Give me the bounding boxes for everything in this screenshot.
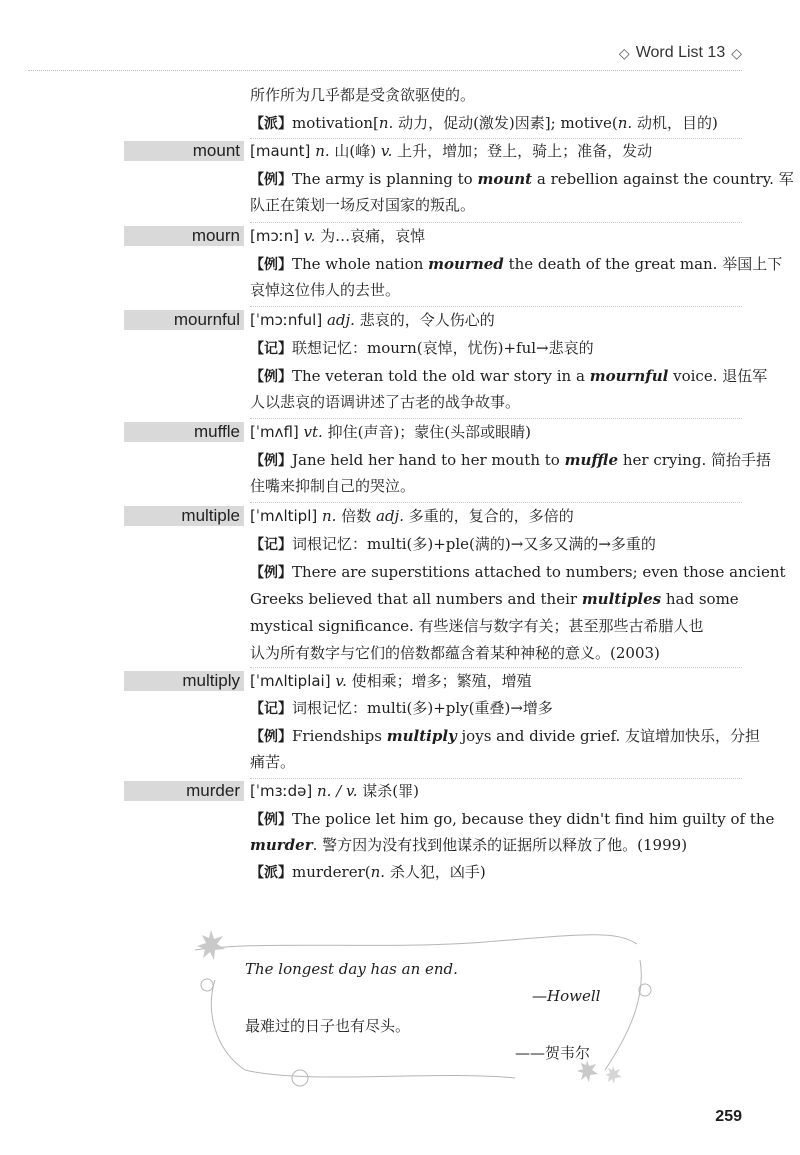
maple-leaf-icon [197,930,225,960]
quote-chinese: 最难过的日子也有尽头。 [245,1017,411,1035]
definition-mount: [maunt] n. 山(峰) v. 上升，增加；登上，骑上；准备，发动 [250,142,653,160]
maple-leaf-icon [577,1060,598,1082]
carryover-derivation: 【派】motivation[n. 动力，促动(激发)因素]; motive(n. 动机，目的) [250,114,718,132]
quote-english: The longest day has an end. [245,960,458,978]
example-multiple-cont: Greeks believed that all numbers and their multiples had some [250,590,739,608]
quote-chinese-author: ——贺韦尔 [515,1044,591,1062]
memory-multiply: 【记】词根记忆：multi(多)+ply(重叠)→增多 [250,699,553,717]
entry-divider [250,778,742,779]
entry-divider [250,418,742,419]
example-mournful: 【例】The veteran told the old war story in a mournful voice. 退伍军 [250,367,768,385]
page-header [619,44,742,62]
example-mourn-cont: 哀悼这位伟人的去世。 [250,281,401,299]
diamond-icon: ◇ [618,44,630,61]
example-mount: 【例】The army is planning to mount a rebellion against the country. 军 [250,170,794,188]
example-mount-cont: 队正在策划一场反对国家的叛乱。 [250,196,476,214]
entry-divider [250,306,742,307]
word-list-title: Word List 13 [635,44,726,61]
entry-divider [250,222,742,223]
quote-box [185,920,645,1090]
headword-mount: mount [124,141,244,161]
example-mourn: 【例】The whole nation mourned the death of the great man. 举国上下 [250,255,783,273]
memory-multiple: 【记】词根记忆：multi(多)+ple(满的)→又多又满的→多重的 [250,535,656,553]
entry-divider [250,502,742,503]
headword-murder: murder [124,781,244,801]
example-multiple: 【例】There are superstitions attached to numbers; even those ancient [250,563,786,581]
maple-leaf-icon [605,1066,622,1084]
example-murder: 【例】The police let him go, because they didn't find him guilty of the [250,810,775,828]
headword-multiple: multiple [124,506,244,526]
quote-english-author: —Howell [532,987,601,1005]
example-muffle-cont: 住嘴来抑制自己的哭泣。 [250,477,416,495]
header-divider [28,70,742,71]
diamond-icon: ◇ [731,44,742,61]
definition-multiply: [ˈmʌltiplai] v. 使相乘；增多；繁殖，增殖 [250,672,532,690]
definition-mourn: [mɔːn] v. 为…哀痛，哀悼 [250,227,426,245]
example-multiply-cont: 痛苦。 [250,753,296,771]
derivation-murder: 【派】murderer(n. 杀人犯，凶手) [250,863,486,881]
memory-mournful: 【记】联想记忆：mourn(哀悼，忧伤)+ful→悲哀的 [250,339,594,357]
example-muffle: 【例】Jane held her hand to her mouth to muffle her crying. 简抬手捂 [250,451,771,469]
example-multiple-cont3: 认为所有数字与它们的倍数都蕴含着某种神秘的意义。(2003) [250,644,660,662]
headword-mournful: mournful [124,310,244,330]
definition-multiple: [ˈmʌltipl] n. 倍数 adj. 多重的，复合的，多倍的 [250,507,574,525]
example-multiple-cont2: mystical significance. 有些迷信与数字有关；甚至那些古希腊人也 [250,617,704,635]
example-murder-cont: murder. 警方因为没有找到他谋杀的证据所以释放了他。(1999) [250,836,688,854]
definition-muffle: [ˈmʌfl] vt. 抑住(声音)；蒙住(头部或眼睛) [250,423,532,441]
example-mournful-cont: 人以悲哀的语调讲述了古老的战争故事。 [250,393,521,411]
headword-muffle: muffle [124,422,244,442]
headword-mourn: mourn [124,226,244,246]
page-number: 259 [715,1108,742,1125]
definition-mournful: [ˈmɔːnful] adj. 悲哀的，令人伤心的 [250,311,495,329]
example-multiply: 【例】Friendships multiply joys and divide grief. 友谊增加快乐，分担 [250,727,761,745]
headword-multiply: multiply [124,671,244,691]
entry-divider [250,667,742,668]
definition-murder: [ˈmɜːdə] n. / v. 谋杀(罪) [250,782,419,800]
entry-divider [250,138,742,139]
quote-border-decoration [185,920,645,1090]
carryover-line: 所作所为几乎都是受贪欲驱使的。 [250,86,476,104]
